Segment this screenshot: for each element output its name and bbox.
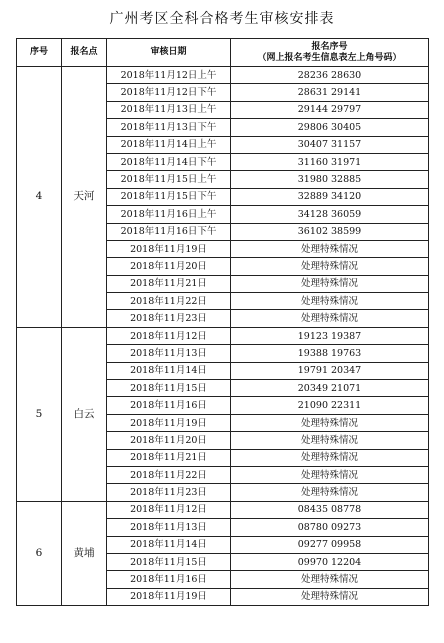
date-cell: 2018年11月21日 — [107, 449, 231, 466]
table-row — [17, 501, 429, 518]
date-cell: 2018年11月20日 — [107, 432, 231, 449]
date-cell: 2018年11月15日上午 — [107, 171, 231, 188]
table-row — [17, 67, 429, 84]
schedule-table — [16, 38, 429, 606]
group-site-cell: 黄埔 — [62, 501, 107, 605]
group-site-cell: 白云 — [62, 327, 107, 501]
registration-number-cell: 处理特殊情况 — [231, 293, 429, 310]
date-cell: 2018年11月13日下午 — [107, 119, 231, 136]
table-row — [17, 327, 429, 344]
date-cell: 2018年11月16日 — [107, 571, 231, 588]
date-cell: 2018年11月16日 — [107, 397, 231, 414]
header-site: 报名点 — [62, 39, 107, 67]
registration-number-cell: 09277 09958 — [231, 536, 429, 553]
registration-number-cell: 09970 12204 — [231, 553, 429, 570]
registration-number-cell: 08780 09273 — [231, 519, 429, 536]
registration-number-cell: 19123 19387 — [231, 327, 429, 344]
date-cell: 2018年11月23日 — [107, 310, 231, 327]
date-cell: 2018年11月15日 — [107, 553, 231, 570]
registration-number-cell: 处理特殊情况 — [231, 414, 429, 431]
registration-number-cell: 28631 29141 — [231, 84, 429, 101]
registration-number-cell: 处理特殊情况 — [231, 432, 429, 449]
page-title: 广州考区全科合格考生审核安排表 — [109, 11, 335, 27]
date-cell: 2018年11月14日 — [107, 536, 231, 553]
registration-number-cell: 28236 28630 — [231, 67, 429, 84]
registration-number-cell: 处理特殊情况 — [231, 449, 429, 466]
date-cell: 2018年11月20日 — [107, 258, 231, 275]
registration-number-cell: 08435 08778 — [231, 501, 429, 518]
group-seq-cell: 4 — [17, 67, 62, 328]
registration-number-cell: 处理特殊情况 — [231, 275, 429, 292]
group-seq-cell: 6 — [17, 501, 62, 605]
date-cell: 2018年11月22日 — [107, 466, 231, 483]
header-registration-number-line1: 报名序号 — [311, 41, 348, 52]
registration-number-cell: 处理特殊情况 — [231, 240, 429, 257]
date-cell: 2018年11月16日上午 — [107, 206, 231, 223]
registration-number-cell: 32889 34120 — [231, 188, 429, 205]
registration-number-cell: 34128 36059 — [231, 206, 429, 223]
date-cell: 2018年11月23日 — [107, 484, 231, 501]
date-cell: 2018年11月22日 — [107, 293, 231, 310]
date-cell: 2018年11月19日 — [107, 414, 231, 431]
registration-number-cell: 29806 30405 — [231, 119, 429, 136]
registration-number-cell: 21090 22311 — [231, 397, 429, 414]
header-registration-number-line2: （网上报名考生信息表左上角号码） — [257, 52, 402, 63]
date-cell: 2018年11月14日 — [107, 362, 231, 379]
date-cell: 2018年11月14日上午 — [107, 136, 231, 153]
date-cell: 2018年11月12日 — [107, 327, 231, 344]
registration-number-cell: 处理特殊情况 — [231, 588, 429, 605]
date-cell: 2018年11月12日 — [107, 501, 231, 518]
registration-number-cell: 处理特殊情况 — [231, 484, 429, 501]
registration-number-cell: 处理特殊情况 — [231, 466, 429, 483]
registration-number-cell: 处理特殊情况 — [231, 571, 429, 588]
registration-number-cell: 处理特殊情况 — [231, 258, 429, 275]
registration-number-cell: 处理特殊情况 — [231, 310, 429, 327]
date-cell: 2018年11月13日 — [107, 345, 231, 362]
date-cell: 2018年11月19日 — [107, 588, 231, 605]
registration-number-cell: 31160 31971 — [231, 153, 429, 170]
header-registration-number — [231, 39, 429, 67]
date-cell: 2018年11月13日上午 — [107, 101, 231, 118]
table-body — [17, 67, 429, 606]
header-seq: 序号 — [17, 39, 62, 67]
registration-number-cell: 36102 38599 — [231, 223, 429, 240]
date-cell: 2018年11月21日 — [107, 275, 231, 292]
table-header-row — [17, 39, 429, 67]
registration-number-cell: 20349 21071 — [231, 380, 429, 397]
date-cell: 2018年11月16日下午 — [107, 223, 231, 240]
registration-number-cell: 19791 20347 — [231, 362, 429, 379]
date-cell: 2018年11月19日 — [107, 240, 231, 257]
registration-number-cell: 29144 29797 — [231, 101, 429, 118]
date-cell: 2018年11月12日下午 — [107, 84, 231, 101]
registration-number-cell: 19388 19763 — [231, 345, 429, 362]
group-seq-cell: 5 — [17, 327, 62, 501]
date-cell: 2018年11月15日下午 — [107, 188, 231, 205]
group-site-cell: 天河 — [62, 67, 107, 328]
registration-number-cell: 30407 31157 — [231, 136, 429, 153]
date-cell: 2018年11月13日 — [107, 519, 231, 536]
header-date: 审核日期 — [107, 39, 231, 67]
date-cell: 2018年11月15日 — [107, 380, 231, 397]
date-cell: 2018年11月14日下午 — [107, 153, 231, 170]
registration-number-cell: 31980 32885 — [231, 171, 429, 188]
date-cell: 2018年11月12日上午 — [107, 67, 231, 84]
